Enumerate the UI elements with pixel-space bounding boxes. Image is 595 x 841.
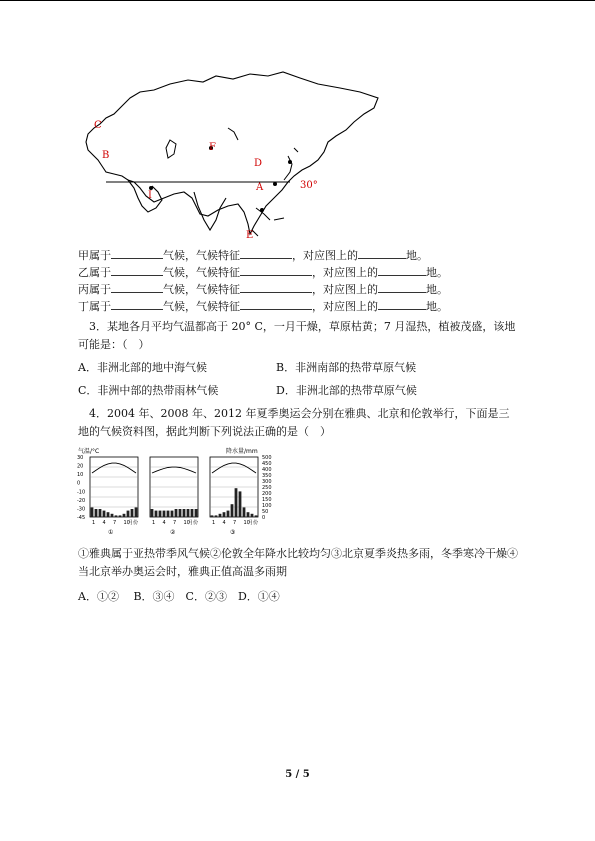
precip-axis-title: 降水量/mm xyxy=(226,448,258,455)
precip-bar xyxy=(111,514,114,517)
precip-bar xyxy=(107,512,110,517)
month-tick-label: 10 xyxy=(243,520,250,526)
lake-baikal xyxy=(228,128,238,140)
month-tick-label: 10 xyxy=(183,520,190,526)
answer-blank[interactable] xyxy=(378,298,426,310)
precip-bar xyxy=(123,514,126,517)
answer-blank[interactable] xyxy=(111,264,163,276)
answer-blank[interactable] xyxy=(111,247,163,259)
fill-line-1 xyxy=(78,247,428,263)
fill-line-2 xyxy=(78,264,448,280)
climate-charts xyxy=(76,446,276,538)
temp-tick-label: -10 xyxy=(77,489,86,496)
arabian-peninsula xyxy=(128,180,162,212)
temp-ticks xyxy=(77,455,85,521)
city-dot xyxy=(273,182,277,186)
precip-bar xyxy=(159,511,162,517)
precip-bar xyxy=(179,509,182,517)
precip-tick-label: 150 xyxy=(262,497,272,503)
panel-label-3: ③ xyxy=(230,529,236,536)
precip-bar xyxy=(235,488,238,517)
month-tick-label: 4 xyxy=(162,520,166,526)
month-tick-label: 4 xyxy=(102,520,106,526)
map-label-i: I xyxy=(148,190,152,201)
precip-bar xyxy=(167,511,170,517)
page-number: 5 / 5 xyxy=(285,769,310,780)
precip-bar xyxy=(239,491,242,517)
q3-option-a[interactable]: A．非洲北部的地中海气候 xyxy=(78,361,207,374)
month-tick-label: 1 xyxy=(152,520,156,526)
map-label-d: D xyxy=(254,158,263,169)
precip-tick-label: 450 xyxy=(262,461,272,467)
precip-bar xyxy=(103,511,106,517)
precip-bar xyxy=(115,515,118,517)
eurasia-climate-map xyxy=(78,70,398,245)
month-tick-label: 7 xyxy=(173,520,177,526)
precip-bar xyxy=(243,507,246,517)
line-text: 地。 xyxy=(426,283,448,296)
line-text: 丙属于 xyxy=(78,283,111,296)
precip-tick-label: 100 xyxy=(262,503,272,509)
panel-label-1: ① xyxy=(108,529,114,536)
line-text: 气候，气候特征 xyxy=(163,266,240,279)
temp-tick-label: -30 xyxy=(77,506,86,513)
line-text: 甲属于 xyxy=(78,249,111,262)
temp-tick-label: 10 xyxy=(77,472,84,479)
line-text: 地。 xyxy=(426,266,448,279)
map-label-b: B xyxy=(102,150,110,161)
temp-tick-label: -45 xyxy=(77,515,86,521)
answer-blank[interactable] xyxy=(378,281,426,293)
month-tick-label: 7 xyxy=(233,520,237,526)
precip-bar xyxy=(135,507,138,517)
precip-bar xyxy=(119,515,122,517)
line-text: 丁属于 xyxy=(78,300,111,313)
map-label-a: A xyxy=(256,182,264,193)
line-text: 地。 xyxy=(426,300,448,313)
precip-bar xyxy=(163,511,166,517)
month-tick-label: 1 xyxy=(212,520,216,526)
temp-tick-label: 30 xyxy=(77,455,84,461)
precip-ticks xyxy=(262,455,272,521)
precip-tick-label: 50 xyxy=(262,509,269,515)
precip-bar xyxy=(171,511,174,517)
precip-bar xyxy=(131,509,134,517)
temp-axis-title: 气温/°C xyxy=(78,448,100,455)
precip-tick-label: 0 xyxy=(262,515,266,521)
precip-tick-label: 400 xyxy=(262,467,272,473)
precip-bar xyxy=(215,515,218,517)
answer-blank[interactable] xyxy=(240,298,312,310)
month-tick-label: 1 xyxy=(92,520,96,526)
month-tick-label: 10 xyxy=(123,520,130,526)
q3-option-b[interactable]: B．非洲南部的热带草原气候 xyxy=(276,361,417,374)
precip-bar xyxy=(251,514,254,517)
continent-outline xyxy=(86,72,378,234)
precip-bar xyxy=(175,509,178,517)
precip-bar xyxy=(247,512,250,517)
line-text: ，对应图上的 xyxy=(292,249,358,262)
precip-bar xyxy=(155,511,158,517)
line-text: 地。 xyxy=(406,249,428,262)
line-text: 气候，气候特征 xyxy=(163,300,240,313)
latitude-label: 30° xyxy=(300,180,318,191)
precip-bar xyxy=(151,509,154,517)
precip-tick-label: 500 xyxy=(262,455,272,461)
fill-line-4 xyxy=(78,298,448,314)
city-dot xyxy=(288,160,292,164)
precip-bar xyxy=(223,512,226,517)
answer-blank[interactable] xyxy=(240,281,312,293)
line-text: 气候，气候特征 xyxy=(163,249,240,262)
month-tick-label: 月份 xyxy=(128,520,139,526)
map-label-e: E xyxy=(246,230,254,241)
line-text: 乙属于 xyxy=(78,266,111,279)
precip-bar xyxy=(231,504,234,517)
precip-bar xyxy=(191,509,194,517)
month-tick-label: 月份 xyxy=(248,520,259,526)
map-label-f: F xyxy=(209,142,216,153)
precip-bar xyxy=(99,509,102,517)
temp-tick-label: 20 xyxy=(77,463,84,470)
temperature-curve xyxy=(212,463,256,473)
question-4: 4．2004 年、2008 年、2012 年夏季奥运会分别在雅典、北京和伦敦举行，下面是三地的气候资料图，据此判断下列说法正确的是（ ） xyxy=(78,407,510,438)
question-4-statements: ①雅典属于亚热带季风气候②伦敦全年降水比较均匀③北京夏季炎热多雨，冬季寒冷干燥④当北京举办奥运会时，雅典正值高温多雨期 xyxy=(78,547,518,578)
precip-bar xyxy=(255,515,258,517)
q3-option-c[interactable]: C．非洲中部的热带雨林气候 xyxy=(78,384,219,397)
month-tick-label: 7 xyxy=(113,520,117,526)
temperature-curve xyxy=(152,467,196,473)
panel-label-2: ② xyxy=(170,529,176,536)
precip-bar xyxy=(211,515,214,517)
q3-option-d[interactable]: D．非洲北部的热带草原气候 xyxy=(276,384,417,397)
precip-tick-label: 300 xyxy=(262,479,272,485)
line-text: ，对应图上的 xyxy=(312,300,378,313)
month-tick-label: 4 xyxy=(222,520,226,526)
map-label-c: C xyxy=(94,120,102,131)
answer-blank[interactable] xyxy=(111,298,163,310)
precip-bar xyxy=(219,514,222,517)
answer-blank[interactable] xyxy=(358,247,406,259)
answer-blank[interactable] xyxy=(111,281,163,293)
page-top-rule xyxy=(0,0,595,1)
precip-bar xyxy=(227,511,230,517)
precip-bar xyxy=(127,511,130,517)
precip-tick-label: 250 xyxy=(262,485,272,491)
line-text: ，对应图上的 xyxy=(312,266,378,279)
precip-bar xyxy=(187,509,190,517)
precip-bar xyxy=(183,509,186,517)
precip-tick-label: 200 xyxy=(262,491,272,497)
temp-tick-label: -20 xyxy=(77,497,86,504)
fill-line-3 xyxy=(78,281,448,297)
answer-blank[interactable] xyxy=(240,247,292,259)
precip-bar xyxy=(91,507,94,517)
line-text: 气候，气候特征 xyxy=(163,283,240,296)
precip-bar xyxy=(195,509,198,517)
question-3: 3．某地各月平均气温都高于 20° C，一月干燥，草原枯黄；7 月湿热，植被茂盛，该地可能是：（ ） xyxy=(78,320,516,351)
temp-tick-label: 0 xyxy=(77,480,81,487)
q4-options[interactable]: A．①② B．③④ C．②③ D．①④ xyxy=(78,590,280,603)
precip-tick-label: 350 xyxy=(262,473,272,479)
answer-blank[interactable] xyxy=(378,264,426,276)
precip-bar xyxy=(95,509,98,517)
month-tick-label: 月份 xyxy=(188,520,199,526)
answer-blank[interactable] xyxy=(240,264,312,276)
city-dot xyxy=(260,208,264,212)
caspian-sea xyxy=(166,140,176,158)
line-text: ，对应图上的 xyxy=(312,283,378,296)
temperature-curve xyxy=(92,463,136,473)
